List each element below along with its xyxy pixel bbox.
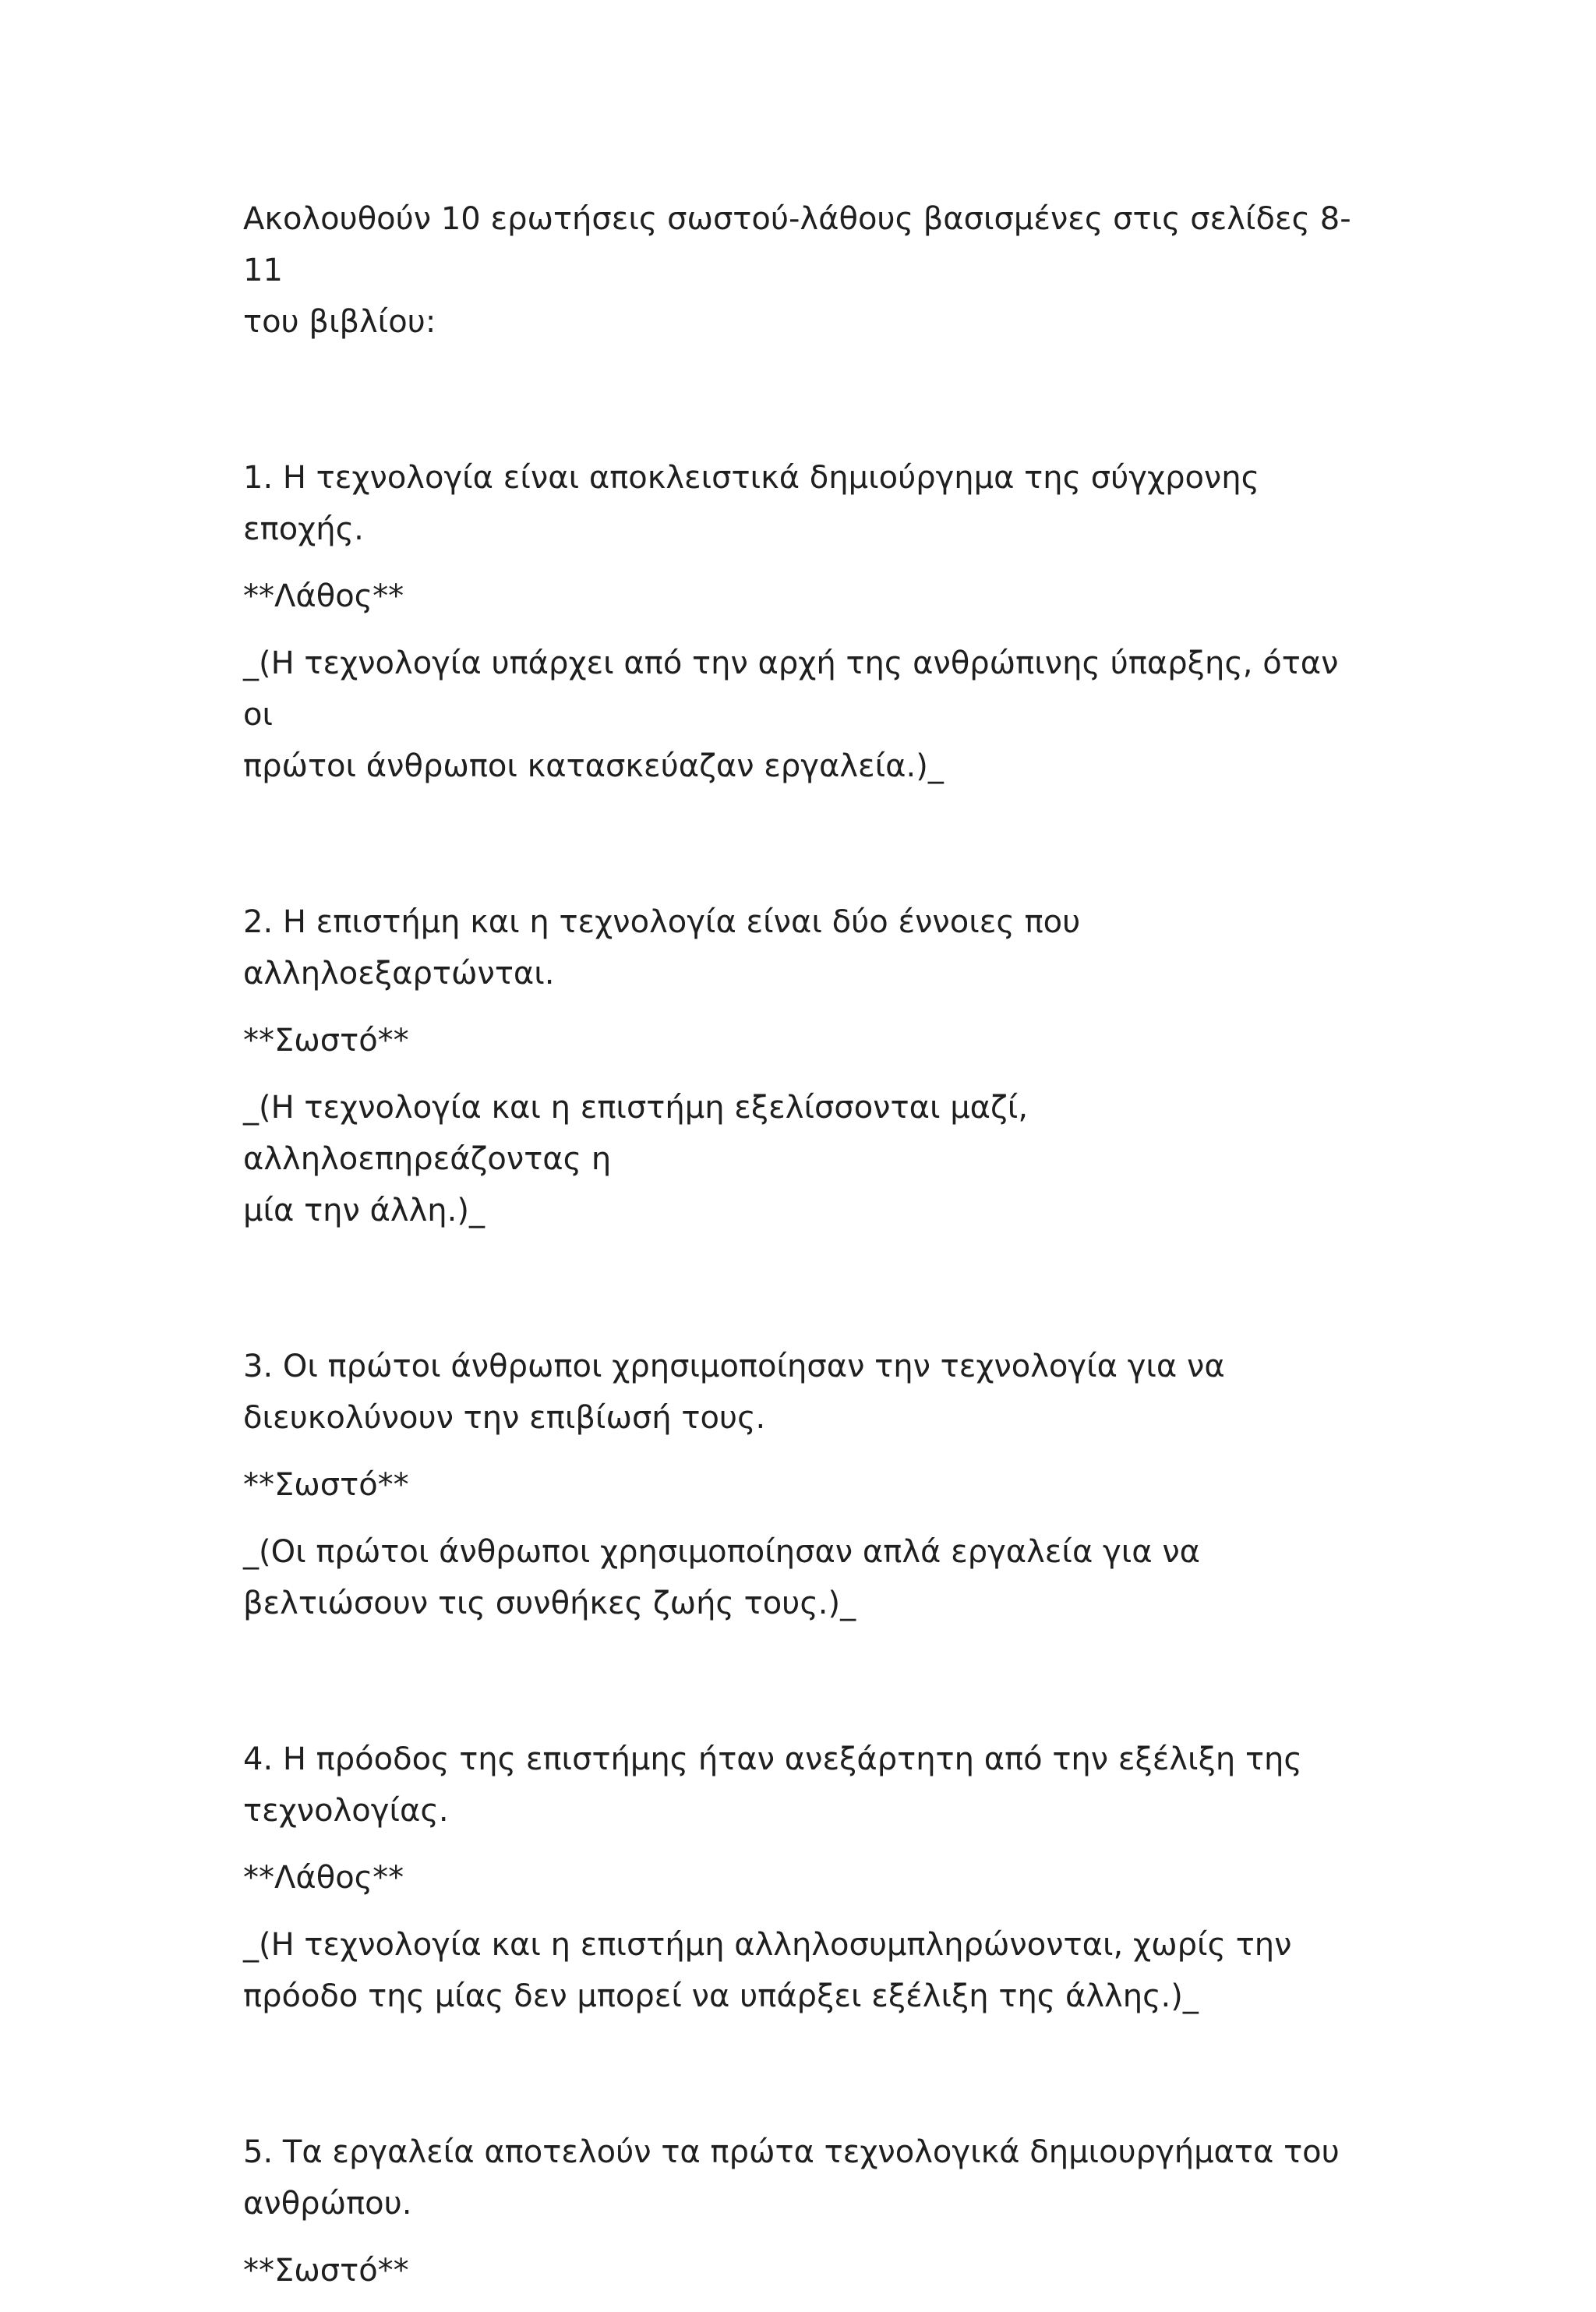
document-content bbox=[243, 193, 1365, 2312]
explanation-text: _(Οι πρώτοι άνθρωποι χρησιμοποίησαν απλά εργαλεία για να βελτιώσουν τις συνθήκες ζωής τους.)_ bbox=[243, 1534, 1201, 1621]
explanation-text: _(Η τεχνολογία υπάρχει από την αρχή της ανθρώπινης ύπαρξης, όταν οι πρώτοι άνθρωποι κατασκεύαζαν εργαλεία.)_ bbox=[243, 645, 1339, 784]
question-item-5 bbox=[243, 2126, 1365, 2296]
question-item-4 bbox=[243, 1734, 1365, 2022]
question-text: 3. Οι πρώτοι άνθρωποι χρησιμοποίησαν την τεχνολογία για να διευκολύνουν την επιβίωσή τους. bbox=[243, 1349, 1225, 1436]
question-text: 4. Η πρόοδος της επιστήμης ήταν ανεξάρτητη από την εξέλιξη της τεχνολογίας. bbox=[243, 1741, 1302, 1829]
question-item-3 bbox=[243, 1341, 1365, 1629]
intro-paragraph: Ακολουθούν 10 ερωτήσεις σωστού-λάθους βασισμένες στις σελίδες 8-11 του βιβλίου: bbox=[243, 201, 1351, 340]
question-text: 1. Η τεχνολογία είναι αποκλειστικά δημιούργημα της σύγχρονης εποχής. bbox=[243, 460, 1260, 547]
question-item-2 bbox=[243, 896, 1365, 1236]
answer-text: **Λάθος** bbox=[243, 1860, 404, 1896]
explanation-text: _(Η τεχνολογία και η επιστήμη αλληλοσυμπληρώνονται, χωρίς την πρόοδο της μίας δεν μπορεί να υπάρξει εξέλιξη της άλλης.)_ bbox=[243, 1927, 1292, 2014]
answer-text: **Λάθος** bbox=[243, 578, 404, 614]
question-text: 5. Τα εργαλεία αποτελούν τα πρώτα τεχνολογικά δημιουργήματα του ανθρώπου. bbox=[243, 2134, 1340, 2222]
answer-text: **Σωστό** bbox=[243, 1467, 409, 1503]
question-item-1 bbox=[243, 452, 1365, 792]
answer-text: **Σωστό** bbox=[243, 2253, 409, 2289]
explanation-text: _(Η τεχνολογία και η επιστήμη εξελίσσονται μαζί, αλληλοεπηρεάζοντας η μία την άλλη.)_ bbox=[243, 1090, 1029, 1228]
question-text: 2. Η επιστήμη και η τεχνολογία είναι δύο έννοιες που αλληλοεξαρτώνται. bbox=[243, 904, 1081, 992]
answer-text: **Σωστό** bbox=[243, 1023, 409, 1059]
